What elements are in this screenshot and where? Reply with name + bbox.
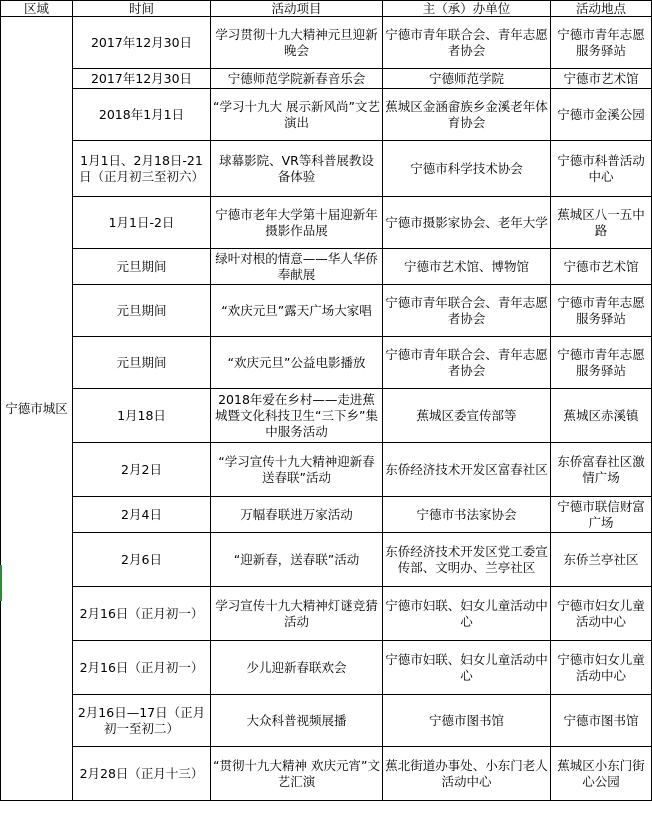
time-cell: 元旦期间 <box>73 337 211 389</box>
time-cell: 2月2日 <box>73 443 211 497</box>
header-organizer: 主（承）办单位 <box>383 1 551 17</box>
table-row <box>1 747 652 801</box>
table-row <box>1 695 652 747</box>
header-time: 时间 <box>73 1 211 17</box>
organizer-cell: 宁德市科学技术协会 <box>383 141 551 197</box>
table-row <box>1 389 652 443</box>
place-cell: 宁德市妇女儿童活动中心 <box>551 641 652 695</box>
project-cell: “欢庆元旦”露天广场大家唱 <box>211 285 383 337</box>
project-cell: “贯彻十九大精神 欢庆元宵”文艺汇演 <box>211 747 383 801</box>
place-cell: 蕉城区八一五中路 <box>551 197 652 249</box>
organizer-cell: 蕉城区金涵畲族乡金溪老年体育协会 <box>383 89 551 141</box>
project-cell: “学习宣传十九大精神迎新春 送春联”活动 <box>211 443 383 497</box>
cell-accent-mark <box>0 565 2 601</box>
table-row <box>1 69 652 89</box>
table-body <box>1 17 652 801</box>
organizer-cell: 东侨经济技术开发区党工委宣传部、文明办、兰亭社区 <box>383 533 551 587</box>
project-cell: 大众科普视频展播 <box>211 695 383 747</box>
time-cell: 元旦期间 <box>73 249 211 285</box>
place-cell: 宁德市青年志愿服务驿站 <box>551 337 652 389</box>
organizer-cell: 宁德市青年联合会、青年志愿者协会 <box>383 17 551 69</box>
table-row <box>1 337 652 389</box>
header-region: 区域 <box>1 1 73 17</box>
organizer-cell: 蕉城区委宣传部等 <box>383 389 551 443</box>
table-row <box>1 17 652 69</box>
table-row <box>1 533 652 587</box>
time-cell: 2月28日（正月十三） <box>73 747 211 801</box>
organizer-cell: 蕉北街道办事处、小东门老人活动中心 <box>383 747 551 801</box>
place-cell: 宁德市艺术馆 <box>551 249 652 285</box>
table-row <box>1 249 652 285</box>
table-row <box>1 285 652 337</box>
table-row <box>1 641 652 695</box>
project-cell: “迎新春，送春联”活动 <box>211 533 383 587</box>
table-row <box>1 197 652 249</box>
project-cell: 宁德师范学院新春音乐会 <box>211 69 383 89</box>
table-row <box>1 141 652 197</box>
time-cell: 2月6日 <box>73 533 211 587</box>
project-cell: 绿叶对根的情意——华人华侨奉献展 <box>211 249 383 285</box>
table-row <box>1 497 652 533</box>
project-cell: 学习贯彻十九大精神元旦迎新晚会 <box>211 17 383 69</box>
organizer-cell: 宁德市摄影家协会、老年大学 <box>383 197 551 249</box>
organizer-cell: 宁德市艺术馆、博物馆 <box>383 249 551 285</box>
place-cell: 东侨富春社区激情广场 <box>551 443 652 497</box>
organizer-cell: 宁德市妇联、妇女儿童活动中心 <box>383 641 551 695</box>
table-row <box>1 89 652 141</box>
organizer-cell: 东侨经济技术开发区富春社区 <box>383 443 551 497</box>
header-row <box>1 1 652 17</box>
place-cell: 宁德市艺术馆 <box>551 69 652 89</box>
table-row <box>1 587 652 641</box>
organizer-cell: 宁德师范学院 <box>383 69 551 89</box>
region-cell: 宁德市城区 <box>1 17 73 801</box>
project-cell: “欢庆元旦”公益电影播放 <box>211 337 383 389</box>
place-cell: 宁德市图书馆 <box>551 695 652 747</box>
time-cell: 2017年12月30日 <box>73 17 211 69</box>
time-cell: 2月4日 <box>73 497 211 533</box>
time-cell: 2017年12月30日 <box>73 69 211 89</box>
time-cell: 1月1日-2日 <box>73 197 211 249</box>
place-cell: 宁德市青年志愿服务驿站 <box>551 17 652 69</box>
time-cell: 2月16日（正月初一） <box>73 587 211 641</box>
project-cell: “学习十九大 展示新风尚”文艺演出 <box>211 89 383 141</box>
project-cell: 学习宣传十九大精神灯谜竞猜活动 <box>211 587 383 641</box>
place-cell: 宁德市联信财富广场 <box>551 497 652 533</box>
time-cell: 1月1日、2月18日-21日（正月初三至初六） <box>73 141 211 197</box>
time-cell: 2018年1月1日 <box>73 89 211 141</box>
place-cell: 宁德市金溪公园 <box>551 89 652 141</box>
organizer-cell: 宁德市图书馆 <box>383 695 551 747</box>
place-cell: 宁德市科普活动中心 <box>551 141 652 197</box>
project-cell: 2018年爱在乡村——走进蕉城暨文化科技卫生“三下乡”集中服务活动 <box>211 389 383 443</box>
time-cell: 2月16日—17日（正月初一至初二） <box>73 695 211 747</box>
organizer-cell: 宁德市青年联合会、青年志愿者协会 <box>383 285 551 337</box>
table-row <box>1 443 652 497</box>
place-cell: 宁德市妇女儿童活动中心 <box>551 587 652 641</box>
place-cell: 东侨兰亭社区 <box>551 533 652 587</box>
header-place: 活动地点 <box>551 1 652 17</box>
organizer-cell: 宁德市青年联合会、青年志愿者协会 <box>383 337 551 389</box>
place-cell: 蕉城区小东门街心公园 <box>551 747 652 801</box>
project-cell: 万幅春联进万家活动 <box>211 497 383 533</box>
time-cell: 元旦期间 <box>73 285 211 337</box>
place-cell: 宁德市青年志愿服务驿站 <box>551 285 652 337</box>
project-cell: 宁德市老年大学第十届迎新年摄影作品展 <box>211 197 383 249</box>
project-cell: 少儿迎新春联欢会 <box>211 641 383 695</box>
organizer-cell: 宁德市书法家协会 <box>383 497 551 533</box>
time-cell: 2月16日（正月初一） <box>73 641 211 695</box>
project-cell: 球幕影院、VR等科普展教设备体验 <box>211 141 383 197</box>
time-cell: 1月18日 <box>73 389 211 443</box>
place-cell: 蕉城区赤溪镇 <box>551 389 652 443</box>
header-project: 活动项目 <box>211 1 383 17</box>
organizer-cell: 宁德市妇联、妇女儿童活动中心 <box>383 587 551 641</box>
